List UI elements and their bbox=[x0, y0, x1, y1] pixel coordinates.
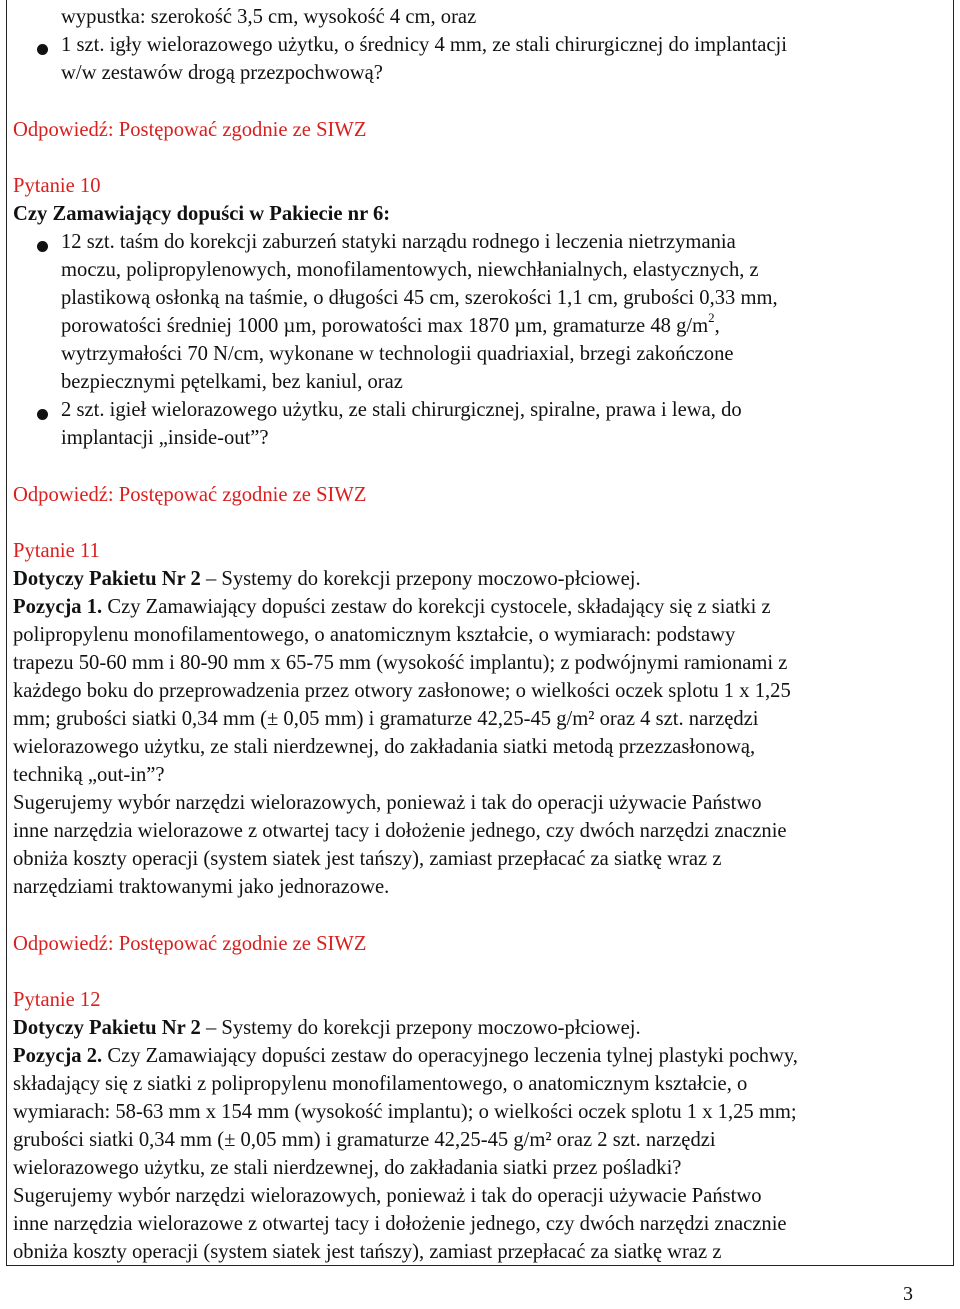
position-text: Czy Zamawiający dopuści zestaw do korekcji cystocele, składający się z siatki z bbox=[102, 596, 771, 618]
position-text: Czy Zamawiający dopuści zestaw do operacyjnego leczenia tylnej plastyki pochwy, bbox=[102, 1045, 798, 1067]
body-line: trapezu 50-60 mm i 80-90 mm x 65-75 mm (wysokość implantu); z podwójnymi ramionami z bbox=[13, 652, 788, 674]
body-line: obniża koszty operacji (system siatek jest tańszy), zamiast przepłacać za siatkę wraz z bbox=[13, 1241, 722, 1263]
body-line: inne narzędzia wielorazowe z otwartej tacy i dołożenie jednego, czy dwóch narzędzi znacznie bbox=[13, 820, 787, 842]
intro-line: w/w zestawów drogą przezpochwową? bbox=[61, 62, 383, 84]
item-line: wytrzymałości 70 N/cm, wykonane w technologii quadriaxial, brzegi zakończone bbox=[61, 343, 734, 365]
question-10-text: Czy Zamawiający dopuści w Pakiecie nr 6: bbox=[13, 203, 391, 225]
question-12-title: Pytanie 12 bbox=[13, 989, 101, 1011]
position-line bbox=[13, 593, 948, 621]
body-line: Sugerujemy wybór narzędzi wielorazowych, ponieważ i tak do operacji używacie Państwo bbox=[13, 792, 762, 814]
bullet-icon bbox=[37, 44, 48, 55]
question-10-title: Pytanie 10 bbox=[13, 175, 101, 197]
answer-label: Odpowiedź: Postępować zgodnie ze SIWZ bbox=[13, 119, 367, 141]
body-line: każdego boku do przeprowadzenia przez otwory zasłonowe; o wielkości oczek splotu 1 x 1,25 bbox=[13, 680, 791, 702]
answer-label: Odpowiedź: Postępować zgodnie ze SIWZ bbox=[13, 484, 367, 506]
subject-line bbox=[13, 565, 641, 593]
comma: , bbox=[714, 315, 720, 337]
subject-line bbox=[13, 1014, 641, 1042]
body-line: wielorazowego użytku, ze stali nierdzewnej, do zakładania siatki przez pośladki? bbox=[13, 1157, 682, 1179]
subject-bold: Dotyczy Pakietu Nr 2 bbox=[13, 568, 201, 590]
subject-bold: Dotyczy Pakietu Nr 2 bbox=[13, 1017, 201, 1039]
body-line: obniża koszty operacji (system siatek jest tańszy), zamiast przepłacać za siatkę wraz z bbox=[13, 848, 722, 870]
subject-text: – Systemy do korekcji przepony moczowo-płciowej. bbox=[200, 1017, 641, 1039]
body-line: narzędziami traktowanymi jako jednorazowe. bbox=[13, 876, 390, 898]
intro-line: wypustka: szerokość 3,5 cm, wysokość 4 cm, oraz bbox=[61, 6, 477, 28]
answer-label: Odpowiedź: Postępować zgodnie ze SIWZ bbox=[13, 933, 367, 955]
item-line bbox=[61, 312, 720, 340]
item-line: plastikową osłonką na taśmie, o długości 45 cm, szerokości 1,1 cm, grubości 0,33 mm, bbox=[61, 287, 778, 309]
bullet-icon bbox=[37, 241, 48, 252]
superscript: 2 bbox=[708, 310, 715, 326]
item-line-text: porowatości średniej 1000 µm, porowatości max 1870 µm, gramaturze 48 g/m bbox=[61, 315, 709, 337]
body-line: techniką „out-in”? bbox=[13, 764, 165, 786]
bullet-icon bbox=[37, 409, 48, 420]
body-line: grubości siatki 0,34 mm (± 0,05 mm) i gramaturze 42,25-45 g/m² oraz 2 szt. narzędzi bbox=[13, 1129, 716, 1151]
item-line: moczu, polipropylenowych, monofilamentowych, niewchłanialnych, elastycznych, z bbox=[61, 259, 759, 281]
body-line: polipropylenu monofilamentowego, o anatomicznym kształcie, o wymiarach: podstawy bbox=[13, 624, 736, 646]
body-line: wielorazowego użytku, ze stali nierdzewnej, do zakładania siatki metodą przezzasłonową, bbox=[13, 736, 756, 758]
position-bold: Pozycja 1. bbox=[13, 596, 103, 618]
item-line: 12 szt. taśm do korekcji zaburzeń statyki narządu rodnego i leczenia nietrzymania bbox=[61, 231, 736, 253]
item-line: bezpiecznymi pętelkami, bez kaniul, oraz bbox=[61, 371, 403, 393]
position-bold: Pozycja 2. bbox=[13, 1045, 103, 1067]
subject-text: – Systemy do korekcji przepony moczowo-płciowej. bbox=[200, 568, 641, 590]
body-line: wymiarach: 58-63 mm x 154 mm (wysokość implantu); o wielkości oczek splotu 1 x 1,25 mm; bbox=[13, 1101, 797, 1123]
question-11-title: Pytanie 11 bbox=[13, 540, 100, 562]
position-line bbox=[13, 1042, 798, 1070]
page-number: 3 bbox=[903, 1283, 913, 1305]
body-line: Sugerujemy wybór narzędzi wielorazowych, ponieważ i tak do operacji używacie Państwo bbox=[13, 1185, 762, 1207]
body-line: składający się z siatki z polipropylenu monofilamentowego, o anatomicznym kształcie, o bbox=[13, 1073, 748, 1095]
item-line: implantacji „inside-out”? bbox=[61, 427, 269, 449]
body-line: mm; grubości siatki 0,34 mm (± 0,05 mm) i gramaturze 42,25-45 g/m² oraz 4 szt. narzędzi bbox=[13, 708, 759, 730]
intro-line: 1 szt. igły wielorazowego użytku, o średnicy 4 mm, ze stali chirurgicznej do implantacji bbox=[61, 34, 787, 56]
item-line: 2 szt. igieł wielorazowego użytku, ze stali chirurgicznej, spiralne, prawa i lewa, do bbox=[61, 399, 742, 421]
body-line: inne narzędzia wielorazowe z otwartej tacy i dołożenie jednego, czy dwóch narzędzi znacznie bbox=[13, 1213, 787, 1235]
